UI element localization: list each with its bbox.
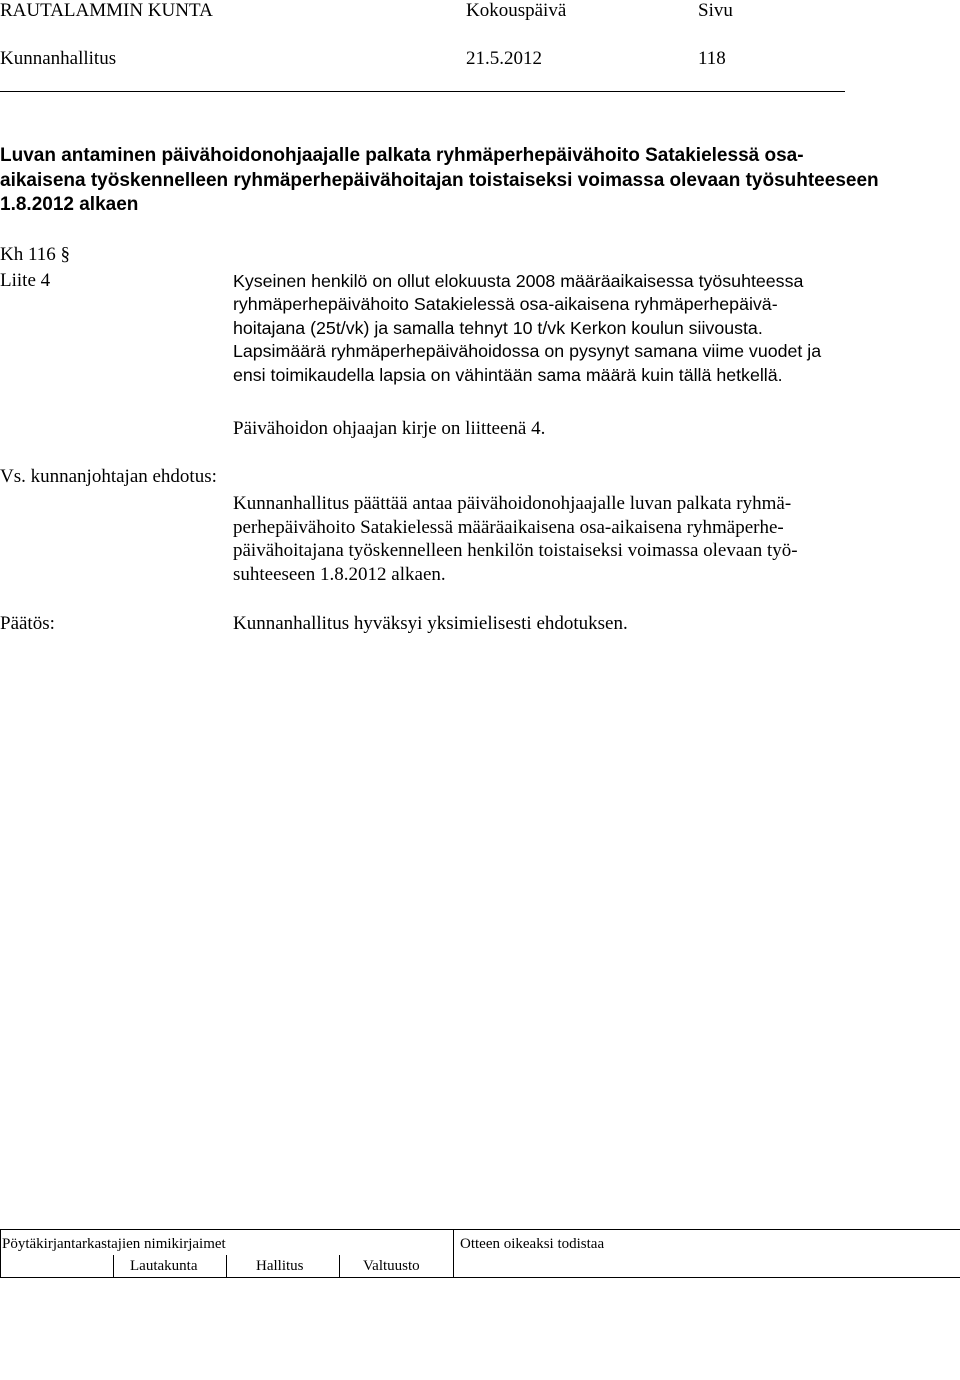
footer-divider (339, 1255, 340, 1277)
description-line: Lapsimäärä ryhmäperhepäivähoidossa on pysynyt samana viime vuodet ja (233, 341, 822, 362)
description-line: Kyseinen henkilö on ollut elokuusta 2008 määräaikaisessa työsuhteessa (233, 271, 804, 291)
municipality-name: RAUTALAMMIN KUNTA (0, 0, 213, 21)
proposal-label: Vs. kunnanjohtajan ehdotus: (0, 466, 217, 487)
attachment-label: Liite 4 (0, 270, 51, 291)
title-line: 1.8.2012 alkaen (0, 194, 139, 215)
body-name: Kunnanhallitus (0, 48, 117, 69)
certified-copy-label: Otteen oikeaksi todistaa (460, 1236, 605, 1252)
footer-divider (113, 1255, 114, 1277)
footer-col-lautakunta: Lautakunta (130, 1258, 198, 1274)
proposal-line: päivähoitajana työskennelleen henkilön toistaiseksi voimassa olevaan työ- (233, 540, 798, 561)
decision-text: Kunnanhallitus hyväksyi yksimielisesti ehdotuksen. (233, 613, 628, 634)
page-label: Sivu (698, 0, 733, 21)
footer-col-hallitus: Hallitus (256, 1258, 304, 1274)
decision-label: Päätös: (0, 613, 55, 634)
footer-col-valtuusto: Valtuusto (363, 1258, 420, 1274)
title-line: aikaisena työskennelleen ryhmäperhepäivähoitajan toistaiseksi voimassa olevaan työsuhteeseen (0, 169, 879, 191)
page-number: 118 (698, 48, 726, 69)
signatures-label: Pöytäkirjantarkastajien nimikirjaimet (2, 1236, 226, 1252)
meeting-date: 21.5.2012 (466, 48, 542, 69)
agenda-title (0, 144, 880, 218)
header-rule (0, 91, 845, 92)
footer-divider (226, 1255, 227, 1277)
title-line: Luvan antaminen päivähoidonohjaajalle palkata ryhmäperhepäivähoito Satakielessä osa- (0, 145, 804, 166)
section-ref: Kh 116 § (0, 244, 71, 265)
meeting-date-label: Kokouspäivä (466, 0, 567, 21)
attachment-note: Päivähoidon ohjaajan kirje on liitteenä 4. (233, 418, 546, 439)
proposal-paragraph (233, 492, 798, 586)
description-line: hoitajana (25t/vk) ja samalla tehnyt 10 t/vk Kerkon koulun siivousta. (233, 317, 763, 338)
description-line: ryhmäperhepäivähoito Satakielessä osa-aikaisena ryhmäperhepäivä- (233, 294, 778, 315)
description-line: ensi toimikaudella lapsia on vähintään sama määrä kuin tällä hetkellä. (233, 364, 783, 385)
proposal-line: suhteeseen 1.8.2012 alkaen. (233, 563, 446, 585)
description-paragraph (233, 270, 821, 387)
proposal-line: Kunnanhallitus päättää antaa päivähoidonohjaajalle luvan palkata ryhmä- (233, 493, 792, 514)
proposal-line: perhepäivähoito Satakielessä määräaikaisena osa-aikaisena ryhmäperhe- (233, 516, 784, 538)
